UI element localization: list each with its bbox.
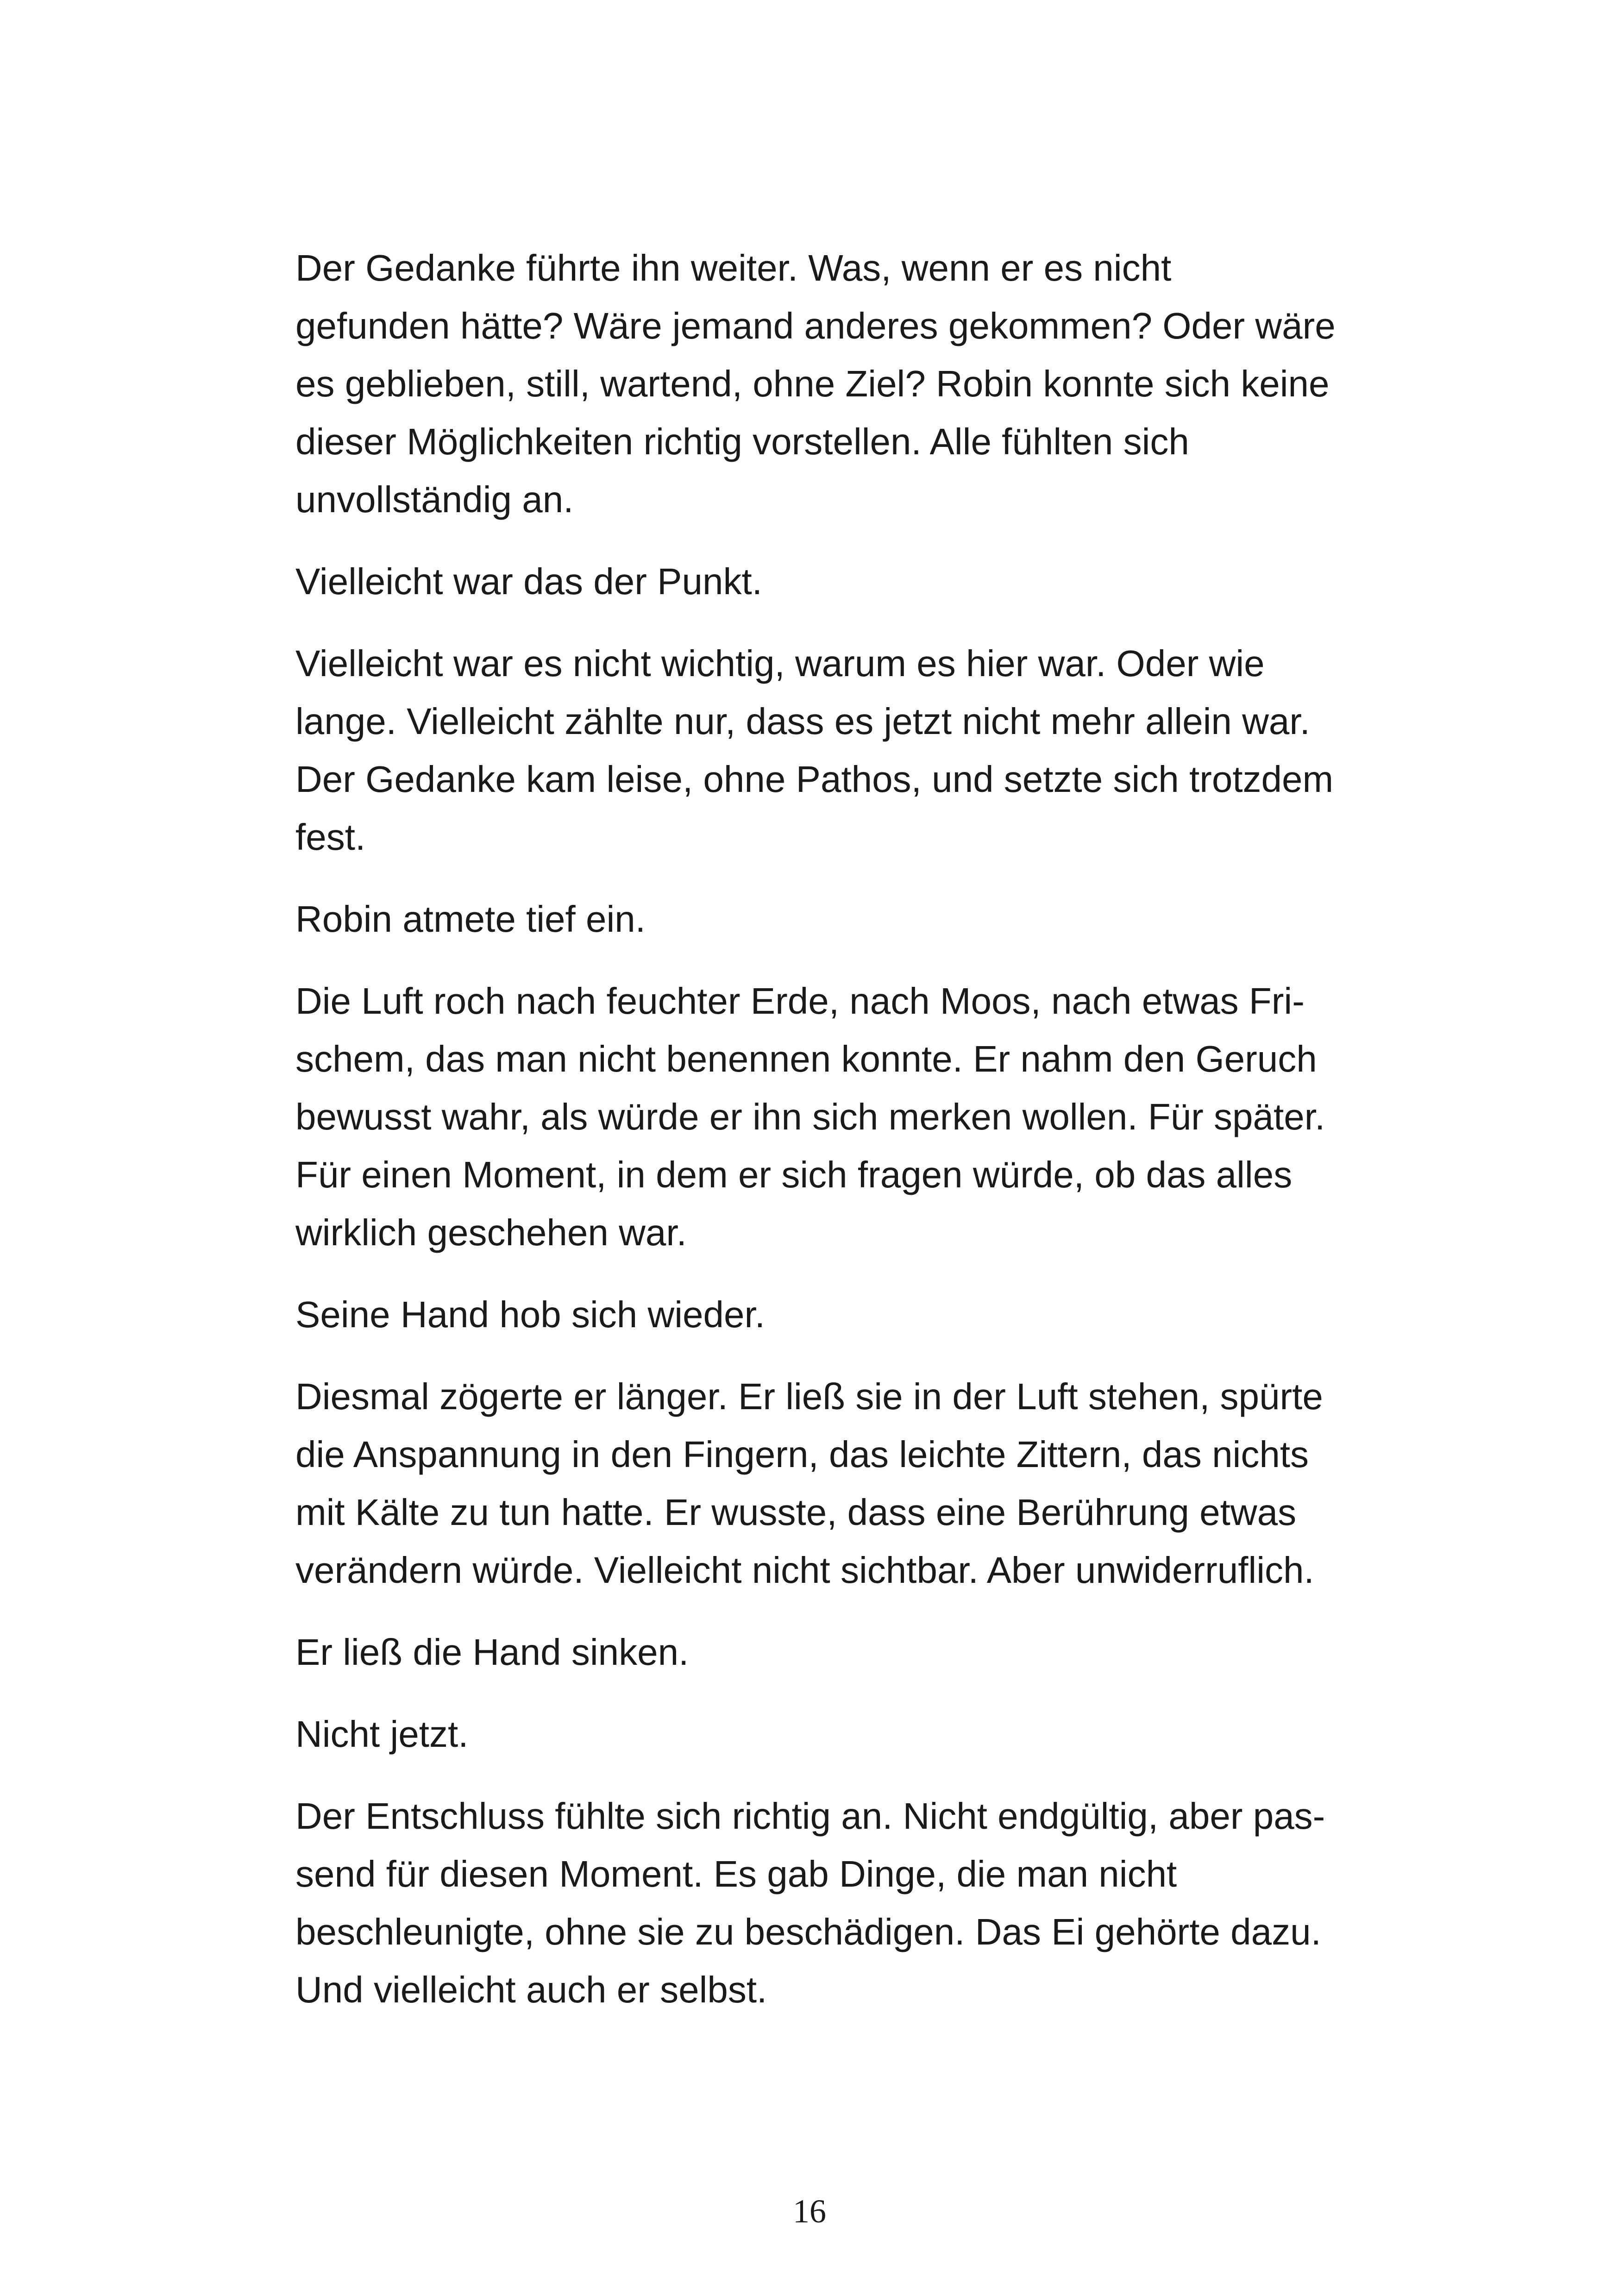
text-line: verändern würde. Vielleicht nicht sichtbar. Aber unwiderruflich. (295, 1549, 1314, 1591)
text-line: Seine Hand hob sich wieder. (295, 1294, 765, 1335)
paragraph-2 (295, 552, 1435, 610)
paragraph-9 (295, 1705, 1435, 1763)
text-line: Der Entschluss fühlte sich richtig an. Nicht endgültig, aber pas- (295, 1795, 1325, 1837)
paragraph-6 (295, 1286, 1435, 1343)
text-line: wirklich geschehen war. (295, 1212, 687, 1253)
text-line: Vielleicht war das der Punkt. (295, 561, 762, 602)
text-line: Diesmal zögerte er länger. Er ließ sie in der Luft stehen, spürte (295, 1376, 1323, 1417)
text-line: schem, das man nicht benennen konnte. Er nahm den Geruch (295, 1038, 1317, 1079)
text-line: Für einen Moment, in dem er sich fragen würde, ob das alles (295, 1154, 1293, 1195)
text-line: lange. Vielleicht zählte nur, dass es jetzt nicht mehr allein war. (295, 701, 1310, 742)
text-line: fest. (295, 816, 366, 858)
text-line: Robin atmete tief ein. (295, 898, 646, 940)
text-line: beschleunigte, ohne sie zu beschädigen. Das Ei gehörte dazu. (295, 1911, 1321, 1952)
paragraph-5 (295, 972, 1435, 1261)
text-line: Die Luft roch nach feuchter Erde, nach Moos, nach etwas Fri- (295, 980, 1305, 1022)
paragraph-4 (295, 890, 1435, 948)
text-line: mit Kälte zu tun hatte. Er wusste, dass eine Berührung etwas (295, 1492, 1297, 1533)
text-line: dieser Möglichkeiten richtig vorstellen. Alle fühlten sich (295, 421, 1189, 462)
text-line: Und vielleicht auch er selbst. (295, 1969, 767, 2010)
text-line: unvollständig an. (295, 479, 574, 520)
text-line: bewusst wahr, als würde er ihn sich merken wollen. Für später. (295, 1096, 1325, 1137)
text-line: die Anspannung in den Fingern, das leichte Zittern, das nichts (295, 1434, 1309, 1475)
text-line: Vielleicht war es nicht wichtig, warum es hier war. Oder wie (295, 643, 1265, 684)
body-text (295, 239, 1435, 2043)
text-line: gefunden hätte? Wäre jemand anderes gekommen? Oder wäre (295, 305, 1336, 346)
text-line: Nicht jetzt. (295, 1713, 469, 1755)
text-line: send für diesen Moment. Es gab Dinge, die man nicht (295, 1853, 1177, 1895)
paragraph-3 (295, 634, 1435, 866)
text-line: Er ließ die Hand sinken. (295, 1631, 689, 1673)
paragraph-8 (295, 1623, 1435, 1681)
page-number: 16 (793, 2193, 826, 2230)
paragraph-7 (295, 1368, 1435, 1599)
paragraph-1 (295, 239, 1435, 528)
text-line: Der Gedanke führte ihn weiter. Was, wenn er es nicht (295, 247, 1172, 289)
text-line: es geblieben, still, wartend, ohne Ziel? Robin konnte sich keine (295, 363, 1330, 404)
paragraph-10 (295, 1787, 1435, 2019)
text-line: Der Gedanke kam leise, ohne Pathos, und setzte sich trotzdem (295, 759, 1334, 800)
